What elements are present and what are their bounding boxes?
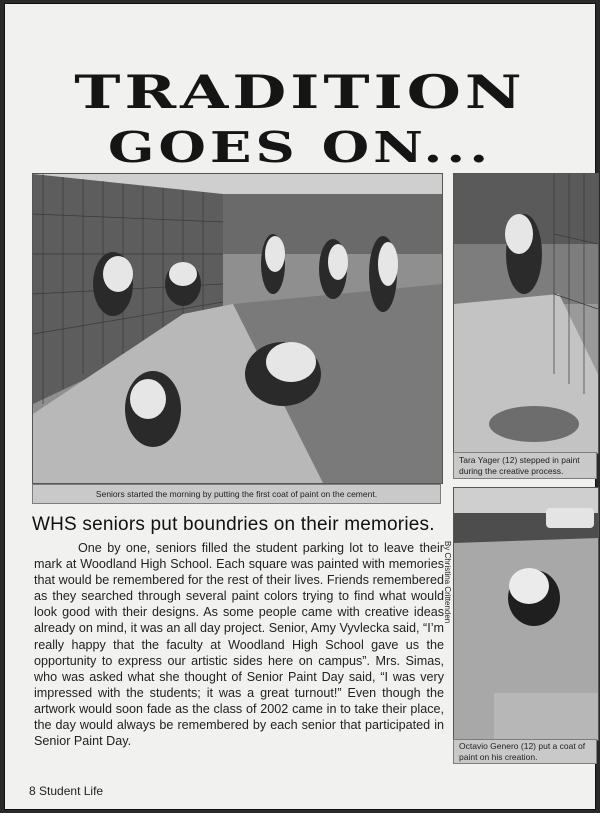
- headline-line-2: GOES ON...: [107, 123, 493, 172]
- main-photo-caption: Seniors started the morning by putting the first coat of paint on the cement.: [32, 484, 441, 504]
- headline-line-1: TRADITION: [74, 65, 526, 119]
- section-name: Student Life: [39, 784, 104, 798]
- right-bottom-photo-caption: Octavio Genero (12) put a coat of paint on his creation.: [453, 739, 597, 764]
- right-bottom-photo: [453, 487, 599, 741]
- article-body: One by one, seniors filled the student parking lot to leave their mark at Woodland High School. Each square was painted with memories that would be remembered for the rest of their lives. Friends remembered as they searched through several paint colors trying to find what would look good with their designs. As some people came with creative ideas already on mind, it was an all day project. Senior, Amy Vyvlecka said, “I’m really happy that the faculty at Woodland High School gave us the opportunity to express our artistic sides here on campus”. Mrs. Simas, who was asked what she thought of Senior Paint Day said, “I was very impressed with the students; it was a great turnout!” Even though the artwork would soon fade as the class of 2002 came in to take their place, the day would always be remembered by each senior that participated in Senior Paint Day.: [34, 541, 444, 749]
- right-top-photo-caption: Tara Yager (12) stepped in paint during the creative process.: [453, 452, 597, 479]
- yearbook-page: [4, 3, 596, 810]
- main-photo: [32, 173, 443, 484]
- byline-text: By Christina Crittenden: [443, 541, 452, 624]
- page-number: 8: [29, 784, 36, 798]
- right-top-photo: [453, 173, 599, 454]
- article-subhead: WHS seniors put boundries on their memories.: [32, 514, 435, 535]
- page-folio: [29, 784, 103, 798]
